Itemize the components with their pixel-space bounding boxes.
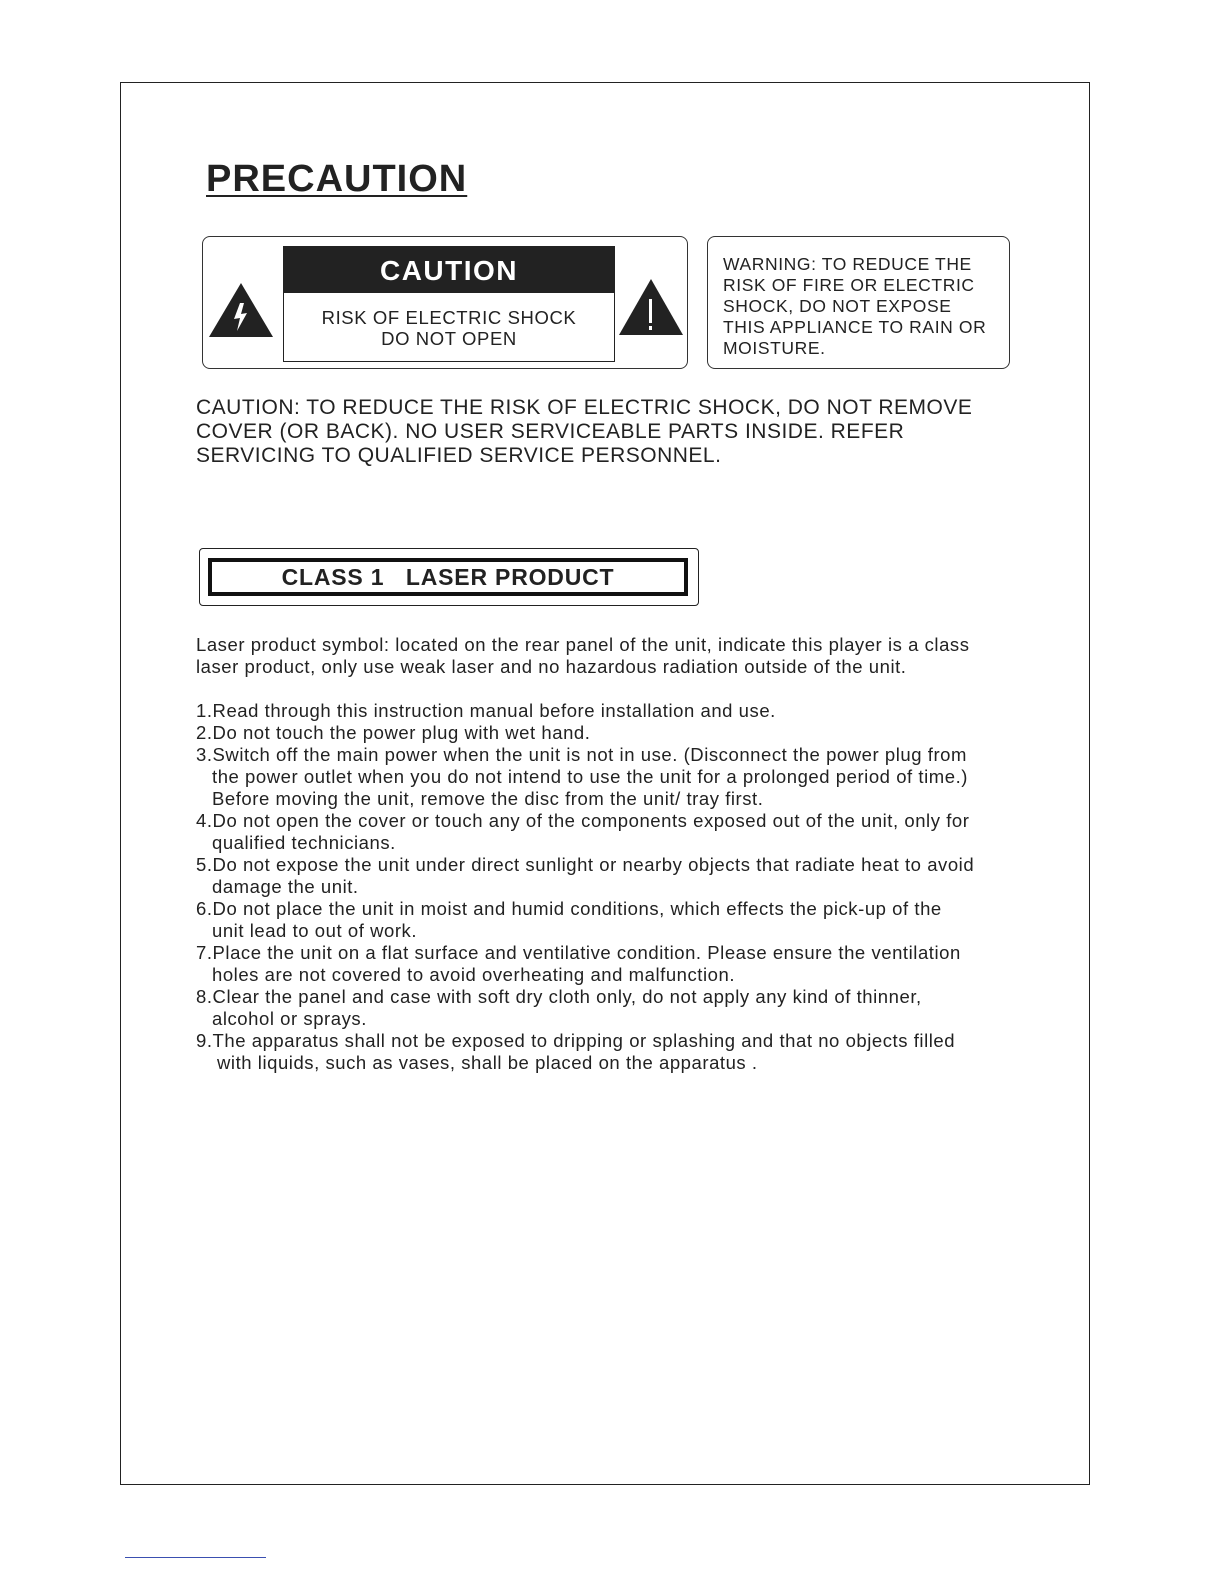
laser-description-line: laser product, only use weak laser and no hazardous radiation outside of the unit.: [196, 656, 907, 677]
list-item: 5.Do not expose the unit under direct sunlight or nearby objects that radiate heat to avoid: [196, 854, 975, 875]
caution-paragraph-line: COVER (OR BACK). NO USER SERVICEABLE PARTS INSIDE. REFER: [196, 420, 905, 443]
list-item-continuation: qualified technicians.: [212, 832, 396, 853]
precaution-list: [196, 700, 974, 1074]
warning-line: THIS APPLIANCE TO RAIN OR: [723, 317, 987, 337]
exclamation-warning-icon: [617, 277, 685, 337]
caution-line-1: RISK OF ELECTRIC SHOCK: [321, 307, 577, 328]
caution-header: CAUTION: [284, 247, 614, 293]
list-item-continuation: damage the unit.: [212, 876, 359, 897]
laser-label: CLASS 1 LASER PRODUCT: [208, 558, 688, 596]
list-item-continuation: unit lead to out of work.: [212, 920, 418, 941]
caution-paragraph-line: CAUTION: TO REDUCE THE RISK OF ELECTRIC SHOCK, DO NOT REMOVE: [196, 396, 973, 419]
list-item: 9.The apparatus shall not be exposed to dripping or splashing and that no objects filled: [196, 1030, 956, 1051]
warning-line: WARNING: TO REDUCE THE: [723, 254, 972, 274]
list-item-continuation: holes are not covered to avoid overheating and malfunction.: [212, 964, 736, 985]
laser-description-line: Laser product symbol: located on the rear panel of the unit, indicate this player is a class: [196, 634, 970, 655]
list-item-continuation: Before moving the unit, remove the disc from the unit/ tray first.: [212, 788, 764, 809]
caution-paragraph-line: SERVICING TO QUALIFIED SERVICE PERSONNEL.: [196, 444, 722, 467]
laser-label-box: [199, 548, 699, 606]
list-item: 2.Do not touch the power plug with wet hand.: [196, 722, 591, 743]
list-item: 8.Clear the panel and case with soft dry cloth only, do not apply any kind of thinner,: [196, 986, 922, 1007]
list-item-continuation: alcohol or sprays.: [212, 1008, 367, 1029]
list-item: 6.Do not place the unit in moist and humid conditions, which effects the pick-up of the: [196, 898, 942, 919]
list-item: 3.Switch off the main power when the unit is not in use. (Disconnect the power plug from: [196, 744, 967, 765]
laser-description: [196, 634, 970, 678]
list-item: 4.Do not open the cover or touch any of the components exposed out of the unit, only for: [196, 810, 970, 831]
caution-line-2: DO NOT OPEN: [381, 328, 517, 349]
warning-line: MOISTURE.: [723, 338, 826, 358]
warning-box: [707, 236, 1010, 369]
list-item: 1.Read through this instruction manual before installation and use.: [196, 700, 776, 721]
list-item-continuation: the power outlet when you do not intend to use the unit for a prolonged period of time.): [212, 766, 968, 787]
warning-line: RISK OF FIRE OR ELECTRIC: [723, 275, 975, 295]
caution-paragraph: [196, 396, 972, 468]
page-title: PRECAUTION: [206, 158, 468, 200]
caution-label-box: [202, 236, 688, 369]
warning-line: SHOCK, DO NOT EXPOSE: [723, 296, 952, 316]
caution-label: [283, 246, 615, 362]
list-item-continuation: with liquids, such as vases, shall be placed on the apparatus .: [217, 1052, 758, 1073]
list-item: 7.Place the unit on a flat surface and ventilative condition. Please ensure the ventilation: [196, 942, 961, 963]
electric-shock-warning-icon: [207, 281, 275, 339]
footer-divider: [125, 1557, 266, 1558]
